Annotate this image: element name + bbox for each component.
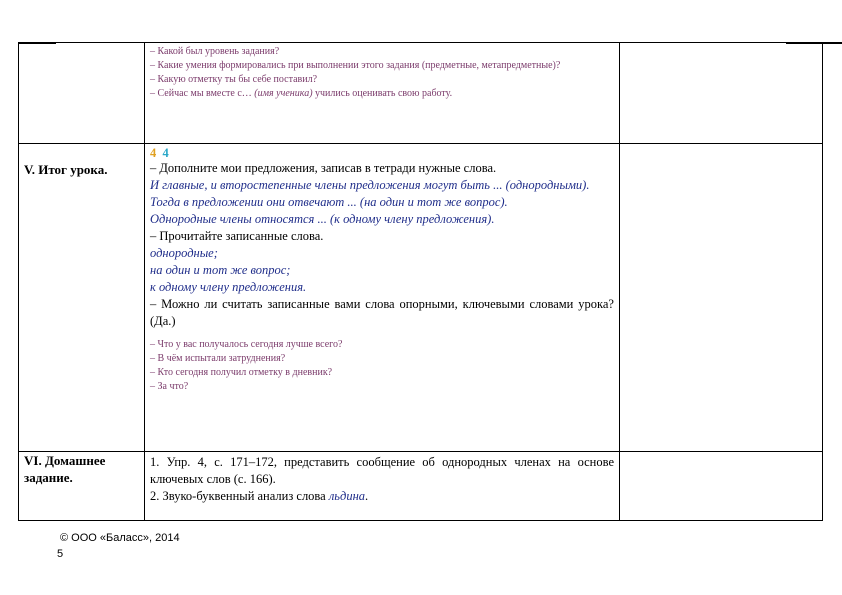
page-number: 5 (57, 548, 64, 560)
notes-cell-1 (620, 43, 823, 144)
content-cell-summary (145, 144, 620, 452)
instruction-2: – Прочитайте записанные слова. (150, 229, 324, 243)
question-4 (150, 87, 614, 101)
question-4-prefix: – Сейчас мы вместе с… (150, 88, 255, 99)
notes-cell-2 (620, 144, 823, 452)
table-row-summary (19, 144, 823, 452)
homework-1: 1. Упр. 4, с. 171–172, представить сообщение об однородных членах на основе ключевых слов (с. 166). (150, 455, 614, 486)
reflection-4: – За что? (150, 381, 189, 392)
homework-2 (150, 488, 614, 505)
word-1: однородные; (150, 246, 218, 260)
notes-cell-3 (620, 452, 823, 521)
mark-numbers (150, 146, 614, 160)
mark-number-1: 4 (150, 146, 157, 160)
word-2: на один и тот же вопрос; (150, 263, 291, 277)
stage-title-homework: VI. Домашнее задание. (19, 452, 145, 521)
question-2: – Какие умения формировались при выполнении этого задания (предметные, метапредметные)? (150, 60, 561, 71)
table-row-homework (19, 452, 823, 521)
word-3: к одному члену предложения. (150, 280, 307, 294)
reflection-1: – Что у вас получалось сегодня лучше всего? (150, 339, 343, 350)
copyright-text: © ООО «Баласс», 2014 (60, 532, 180, 544)
question-4-suffix: учились оценивать свою работу. (312, 88, 453, 99)
instruction-1: – Дополните мои предложения, записав в тетради нужные слова. (150, 161, 497, 175)
homework-2-prefix: 2. Звуко-буквенный анализ слова (150, 489, 329, 503)
content-cell-homework (145, 452, 620, 521)
mark-number-2: 4 (162, 146, 169, 160)
stage-title-summary: V. Итог урока. (19, 144, 145, 452)
reflection-2: – В чём испытали затруднения? (150, 353, 286, 364)
sentence-2: Тогда в предложении они отвечают ... (на один и тот же вопрос). (150, 195, 508, 209)
question-1: – Какой был уровень задания? (150, 46, 280, 57)
key-words-question: – Можно ли считать записанные вами слова опорными, ключевыми словами урока? (Да.) (150, 297, 614, 328)
homework-2-suffix: . (365, 489, 369, 503)
question-4-italic: (имя ученика) (254, 88, 313, 99)
table-row-evaluation (19, 43, 823, 144)
question-3: – Какую отметку ты бы себе поставил? (150, 74, 318, 85)
lesson-table (18, 42, 823, 521)
homework-2-word: льдина (328, 489, 366, 503)
stage-cell-empty (19, 43, 145, 144)
reflection-3: – Кто сегодня получил отметку в дневник? (150, 367, 333, 378)
content-cell-evaluation (145, 43, 620, 144)
sentence-3: Однородные члены относятся ... (к одному члену предложения). (150, 212, 495, 226)
sentence-1: И главные, и второстепенные члены предложения могут быть ... (однородными). (150, 178, 590, 192)
